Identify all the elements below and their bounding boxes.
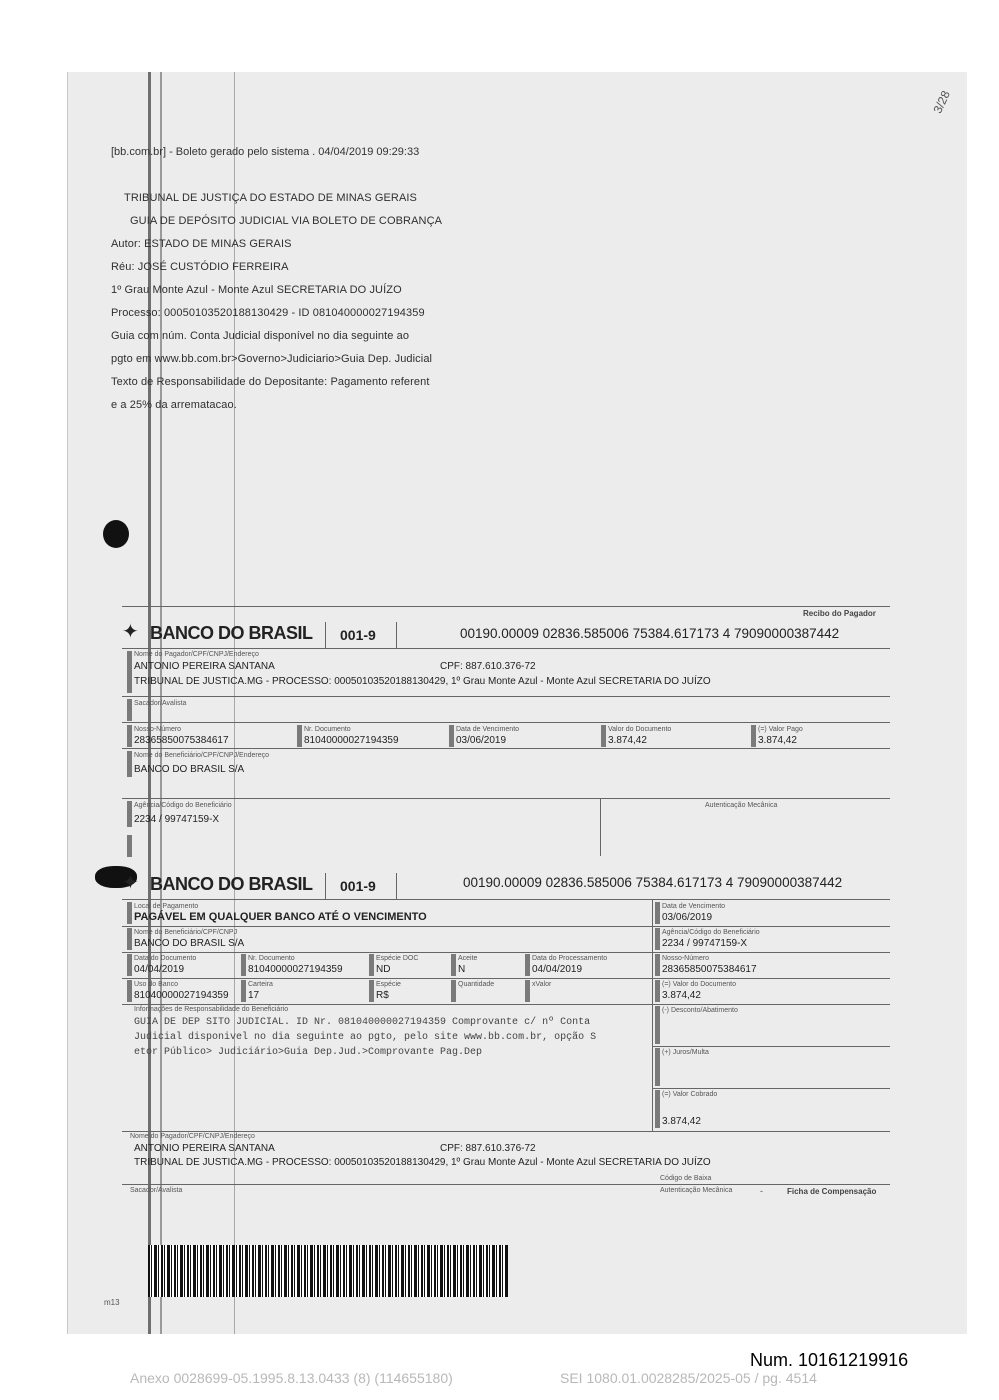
- info-line: Judicial disponivel no dia seguinte ao pgto, pelo site www.bb.com.br, opção S: [134, 1032, 597, 1043]
- digitable-line: 00190.00009 02836.585006 75384.617173 4 79090000387442: [460, 626, 840, 641]
- autenticacao-label: Autenticação Mecânica: [660, 1187, 733, 1194]
- divider: [122, 926, 652, 927]
- divider: [122, 952, 652, 953]
- header-line: Processo: 00050103520188130429 - ID 081040000027194359: [111, 307, 425, 319]
- field-mark: [751, 725, 756, 747]
- field-label: Quantidade: [458, 981, 495, 988]
- beneficiario: BANCO DO BRASIL S/A: [134, 938, 245, 949]
- field-label: (=) Valor do Documento: [662, 981, 736, 988]
- header-line: pgto em www.bb.com.br>Governo>Judiciario>Guia Dep. Judicial: [111, 353, 433, 365]
- field-label: Nosso-Número: [662, 955, 710, 962]
- divider: [122, 748, 890, 749]
- field-mark: [127, 725, 132, 747]
- header-line: TRIBUNAL DE JUSTIÇA DO ESTADO DE MINAS GERAIS: [124, 192, 417, 204]
- field-label: Nome do Pagador/CPF/CNPJ/Endereço: [130, 1133, 255, 1140]
- field-mark: [655, 1090, 660, 1128]
- field-mark: [655, 1048, 660, 1086]
- field-mark: [525, 954, 530, 976]
- field-label: Aceite: [458, 955, 478, 962]
- field-label: Nome do Beneficiário/CPF/CNPJ: [134, 929, 238, 936]
- ficha-compensacao-label: Ficha de Compensação: [787, 1187, 877, 1196]
- valor-documento: 3.874,42: [662, 990, 701, 1001]
- field-label: Agência/Código do Beneficiário: [662, 929, 760, 936]
- info-line: etor Público> Judiciário>Guia Dep.Jud.>Comprovante Pag.Dep: [134, 1047, 483, 1058]
- field-mark: [127, 954, 132, 976]
- recibo-title: Recibo do Pagador: [803, 609, 876, 618]
- field-label: Espécie: [376, 981, 401, 988]
- divider: [652, 952, 890, 953]
- document-number: Num. 10161219916: [750, 1350, 909, 1370]
- divider: [122, 1131, 890, 1132]
- divider: [652, 1088, 890, 1089]
- field-label: Carteira: [248, 981, 273, 988]
- header-line: Guia com núm. Conta Judicial disponível no dia seguinte ao: [111, 330, 410, 342]
- field-mark: [297, 725, 302, 747]
- pagador-cpf: CPF: 887.610.376-72: [440, 1143, 536, 1154]
- pagador-name: ANTONIO PEREIRA SANTANA: [134, 661, 275, 672]
- divider: [122, 648, 890, 649]
- divider: [122, 899, 890, 900]
- page-stamp: 3/28: [930, 88, 953, 116]
- codigo-baixa-label: Código de Baixa: [660, 1175, 712, 1182]
- punch-hole: [103, 520, 129, 548]
- bank-logo-icon: ✦: [122, 621, 139, 643]
- data-documento: 04/04/2019: [134, 964, 185, 975]
- field-label: Nome do Pagador/CPF/CNPJ/Endereço: [134, 651, 259, 658]
- nr-documento: 81040000027194359: [304, 735, 399, 746]
- nosso-numero: 28365850075384617: [662, 964, 757, 975]
- bank-logo: BANCO DO BRASIL: [150, 874, 313, 894]
- info-line: GUIA DE DEP SITO JUDICIAL. ID Nr. 081040000027194359 Comprovante c/ nº Conta: [134, 1017, 591, 1028]
- field-label: Local de Pagamento: [134, 903, 199, 910]
- bank-code: 001-9: [340, 878, 376, 894]
- anexo-reference: Anexo 0028699-05.1995.8.13.0433 (8) (114655180): [130, 1370, 453, 1386]
- divider: [325, 622, 326, 648]
- field-mark: [525, 980, 530, 1002]
- digitable-line: 00190.00009 02836.585006 75384.617173 4 79090000387442: [463, 875, 843, 890]
- bank-code: 001-9: [340, 627, 376, 643]
- pagador-cpf: CPF: 887.610.376-72: [440, 661, 536, 672]
- field-label: Data de Vencimento: [456, 726, 520, 733]
- especie-doc: ND: [376, 964, 391, 975]
- carteira: 17: [248, 990, 260, 1001]
- agencia: 2234 / 99747159-X: [662, 938, 748, 949]
- field-label: (=) Valor Pago: [758, 726, 803, 733]
- field-label: Informações de Responsabilidade do Beneficiário: [134, 1006, 289, 1013]
- divider: [652, 926, 890, 927]
- valor-pago: 3.874,42: [758, 735, 797, 746]
- field-label: Sacador/Avalista: [134, 700, 187, 707]
- sacador-label: Sacador/Avalista: [130, 1187, 183, 1194]
- field-label: Data do Processamento: [532, 955, 608, 962]
- autenticacao-label: Autenticação Mecânica: [705, 802, 778, 809]
- field-mark: [655, 1006, 660, 1044]
- field-label: Nome do Beneficiário/CPF/CNPJ/Endereço: [134, 752, 270, 759]
- pagador-name: ANTONIO PEREIRA SANTANA: [134, 1143, 275, 1154]
- field-label: xValor: [532, 981, 552, 988]
- field-mark: [449, 725, 454, 747]
- divider: [122, 696, 890, 697]
- header-line: Réu: JOSÉ CUSTÓDIO FERREIRA: [111, 261, 289, 273]
- data-processamento: 04/04/2019: [532, 964, 583, 975]
- field-label: Nr. Documento: [304, 726, 351, 733]
- field-mark: [127, 902, 132, 924]
- sei-reference: SEI 1080.01.0028285/2025-05 / pg. 4514: [560, 1370, 817, 1386]
- local-pagamento: PAGÁVEL EM QUALQUER BANCO ATÉ O VENCIMENTO: [134, 911, 427, 923]
- field-label: Uso do Banco: [134, 981, 178, 988]
- valor-documento: 3.874,42: [608, 735, 647, 746]
- divider: [122, 722, 890, 723]
- barcode: [148, 1245, 508, 1297]
- pagador-address: TRIBUNAL DE JUSTICA.MG - PROCESSO: 00050103520188130429, 1º Grau Monte Azul - Monte Azul SECRETARIA DO JUÍZO: [134, 676, 711, 687]
- field-label: Agência/Código do Beneficiário: [134, 802, 232, 809]
- divider: [396, 622, 397, 648]
- uso-banco: 81040000027194359: [134, 990, 229, 1001]
- field-mark: [127, 980, 132, 1002]
- divider: [652, 1004, 890, 1005]
- divider: [122, 1004, 652, 1005]
- field-label: (+) Juros/Multa: [662, 1049, 709, 1056]
- field-mark: [655, 928, 660, 950]
- field-label: Data de Vencimento: [662, 903, 726, 910]
- field-label: Espécie DOC: [376, 955, 419, 962]
- field-mark: [451, 954, 456, 976]
- valor-cobrado: 3.874,42: [662, 1116, 701, 1127]
- field-mark: [655, 954, 660, 976]
- field-mark: [655, 902, 660, 924]
- header-line: GUIA DE DEPÓSITO JUDICIAL VIA BOLETO DE COBRANÇA: [130, 215, 443, 227]
- divider: [122, 606, 890, 607]
- bank-logo-icon: ✦: [122, 872, 139, 894]
- divider: [652, 899, 653, 1131]
- field-mark: [127, 928, 132, 950]
- header-line: 1º Grau Monte Azul - Monte Azul SECRETARIA DO JUÍZO: [111, 284, 402, 296]
- field-mark: [369, 954, 374, 976]
- divider: [652, 1046, 890, 1047]
- beneficiario: BANCO DO BRASIL S/A: [134, 764, 245, 775]
- vencimento: 03/06/2019: [456, 735, 507, 746]
- aceite: N: [458, 964, 466, 975]
- divider: [396, 873, 397, 899]
- field-label: (-) Desconto/Abatimento: [662, 1007, 738, 1014]
- field-mark: [127, 651, 132, 693]
- separator-dash: -: [760, 1186, 763, 1196]
- field-mark: [127, 699, 132, 721]
- bank-logo: BANCO DO BRASIL: [150, 623, 313, 643]
- agencia: 2234 / 99747159-X: [134, 814, 220, 825]
- especie: R$: [376, 990, 389, 1001]
- source-line: [bb.com.br] - Boleto gerado pelo sistema . 04/04/2019 09:29:33: [111, 146, 420, 158]
- divider: [600, 798, 601, 856]
- field-mark: [241, 954, 246, 976]
- field-mark: [127, 751, 132, 777]
- field-label: Data do Documento: [134, 955, 197, 962]
- nr-documento: 81040000027194359: [248, 964, 343, 975]
- field-mark: [369, 980, 374, 1002]
- divider: [122, 978, 652, 979]
- divider: [122, 798, 890, 799]
- field-mark: [127, 835, 132, 857]
- header-line: Autor: ESTADO DE MINAS GERAIS: [111, 238, 292, 250]
- pagador-address: TRIBUNAL DE JUSTICA.MG - PROCESSO: 00050103520188130429, 1º Grau Monte Azul - Monte Azul SECRETARIA DO JUÍZO: [134, 1157, 711, 1168]
- divider: [122, 1184, 890, 1185]
- divider: [325, 873, 326, 899]
- field-mark: [655, 980, 660, 1002]
- field-label: (=) Valor Cobrado: [662, 1091, 718, 1098]
- header-line: Texto de Responsabilidade do Depositante: Pagamento referent: [111, 376, 430, 388]
- field-mark: [451, 980, 456, 1002]
- field-mark: [241, 980, 246, 1002]
- field-label: Nr. Documento: [248, 955, 295, 962]
- divider: [652, 978, 890, 979]
- field-label: Valor do Documento: [608, 726, 672, 733]
- field-label: Nosso-Número: [134, 726, 182, 733]
- nosso-numero: 28365850075384617: [134, 735, 229, 746]
- header-line: e a 25% da arrematacao.: [111, 399, 237, 411]
- field-mark: [601, 725, 606, 747]
- field-mark: [127, 801, 132, 827]
- corner-code: m13: [104, 1298, 120, 1307]
- vencimento: 03/06/2019: [662, 912, 713, 923]
